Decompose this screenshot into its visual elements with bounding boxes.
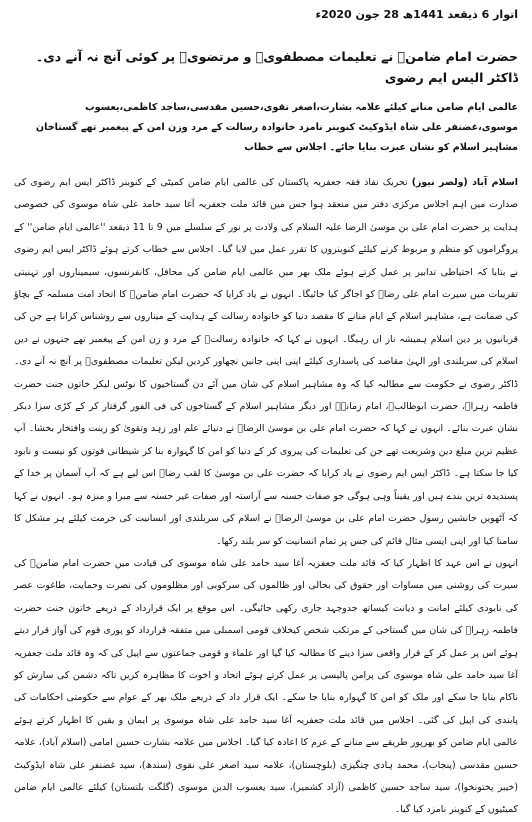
dateline: اتوار 6 ذیقعد 1441ھ 28 جون 2020ء xyxy=(315,8,518,21)
article-lead: اسلام آباد (ولصر نیوز) xyxy=(411,177,518,188)
article-headline: حضرت امام ضامنؑ نے تعلیمات مصطفویؐ و مرتضویؑ پر کوئی آنچ نہ آنے دی۔ ڈاکٹر الیس ایم رضوی xyxy=(35,49,518,85)
article-subheadline: عالمی ایام ضامن منانے کیلئے علامہ بشارت،اصغر نقوی،حسین مقدسی،ساجد کاظمی،یعسوب موسوی،غضنفر علی شاہ ایڈوکیٹ کنوینر نامزد خانوادہ رسالت کے مرد وزن امن کے پیغمبر تھے گستاخان مشاہیر اسلام کو نشان عبرت بنایا جائے۔ اجلاس سے خطاب xyxy=(35,102,518,153)
article-paragraph-2: انہوں نے اس عہد کا اظہار کیا کہ قائد ملت جعفریہ آغا سید حامد علی شاہ موسوی کی قیادت میں حضرت امام ضامنؑ کی سیرت کی روشنی میں مساوات اور حقوق کی بحالی اور ظالموں کی سرکوبی اور مظلوموں کی نصرت وحمایت، طاغوت عصر کی نابودی کیلئے امانت و دیانت کیساتھ جدوجہد جاری رکھی جائیگی۔ اس موقع پر ایک قرارداد کے ذریعے خاتون جنت حضرت فاطمہ زہراؑ کی شان میں گستاخی کے مرتکب شخص کیخلاف قومی اسمبلی میں متفقہ قرارداد کو پوری قوم کی آواز قرار دیتے ہوئے اس پر عمل کر کے قرار واقعی سزا دینے کا مطالبہ کیا گیا اور علماء و قومی جماعتوں سے اپیل کی کہ وہ قائد ملت جعفریہ آغا سید حامد علی شاہ موسوی کی پرامن پالیسی پر عمل کرتے ہوئے اتحاد و اخوت کا مظاہرہ کریں تاکہ دشمن کی سازش کو ناکام بنایا جا سکے اور ملک کو امن کا گہوارہ بنایا جا سکے۔ ایک قرار داد کے ذریعے ملک بھر کے عوام سے حکومتی احکامات کی پابندی کی اپیل کی گئی۔ اجلاس میں قائد ملت جعفریہ آغا سید حامد علی شاہ موسوی پر ایمان و یقین کا اظہار کرتے ہوئے عالمی ایام ضامن کو بھرپور طریقے سے منانے کے عزم کا اعادہ کیا گیا۔ اجلاس میں علامہ بشارت حسین امامی (اسلام آباد)، علامہ حسین مقدسی (پنجاب)، محمد ہادی چنگیزی (بلوچستان)، علامہ سید اصغر علی نقوی (سندھ)، سید غضنفر علی شاہ ایڈوکیٹ (خیبر پختونخوا)، سید ساجد حسین کاظمی (آزاد کشمیر)، سید یعسوب الدین موسوی (گلگت بلتستان) کیلئے عالمی ایام ضامن کمیٹیوں کے کنوینر نامزد کیا گیا۔ xyxy=(14,557,518,816)
article-paragraph-1 xyxy=(14,172,518,553)
article-body xyxy=(14,172,518,822)
article-paragraph-1-text: تحریک نفاذ فقہ جعفریہ پاکستان کی عالمی ایام ضامن کمیٹی کے کنوینر ڈاکٹر ایس ایم رضوی کی صدارت میں اہم اجلاس مرکزی دفتر میں منعقد ہوا جس میں قائد ملت جعفریہ آغا سید حامد علی شاہ موسوی کی خصوصی ہدایت پر حضرت امام علی بن موسیٰ الرضا علیہ السلام کی ولادت پر نور کے سلسلے میں 9 تا 11 ذیقعد ''عالمی ایام ضامن'' کے پروگراموں کو منظم و مربوط کرنے کیلئے کنوینروں کا تقرر عمل میں لایا گیا۔ اجلاس سے خطاب کرتے ہوئے ڈاکٹر ایس ایم رضوی نے بتایا کہ احتیاطی تدابیر پر عمل کرتے ہوئے ملک بھر میں عالمی ایام ضامن کی محافل، کانفرنسوں، سیمیناروں اور تہنیتی تقریبات میں سیرت امام علی رضاؑ کو اجاگر کیا جائیگا۔ انہوں نے یاد کرایا کہ حضرت امام ضامنؑ کا اتحاد امت مسلمہ کے بچاؤ کی ضمانت ہے، مشاہیر اسلام کے ایام منانے کا مقصد دنیا کو خانوادہ رسالت کے ہدایت کے میناروں سے روشناس کرانا ہے جن کی قربانیوں پر دین اسلام ہمیشہ ناز اں رہیگا۔ انہوں نے کہا کہ خانوادہ رسالتؐ کے مرد و زن امن کے پیغمبر تھے جنہوں نے دین اسلام کی سربلندی اور الہیٰ مقاصد کی پاسداری کیلئے اپنی اپنی جانیں نچھاور کردیں لیکن تعلیمات مصطفویؐ پر آنچ نہ آنے دی۔ ڈاکٹر رضوی نے حکومت سے مطالبہ کیا کہ وہ مشاہیر اسلام کی شان میں آئے دن گستاخیوں کا نوٹس لیکر خاتون جنت حضرت فاطمہ زہراؑ، حضرت ابوطالبؑ، امام زمانہؑ اور دیگر مشاہیر اسلام کے گستاخوں کی فی الفور گرفتار کر کے کڑی سزا دیکر نشان عبرت بنائے۔ انہوں نے کہا کہ حضرت امام علی بن موسیٰ الرضاؑ نے دنیائے علم اور زہد وتقویٰ کو زینت وافتخار بخشا۔ آپ عظیم ترین مبلغ دین وشریعت تھے جن کی تعلیمات کی پیروی کر کے دنیا کو امن کا گہوارہ بنا کر شیطانی قوتوں کو نیست و نابود کیا جا سکتا ہے۔ ڈاکٹر ایس ایم رضوی نے یاد کرایا کہ حضرت علی بن موسیٰ کا لقب رضاؑ اس لیے ہے کہ آپ آسمان پر خدا کے پسندیدہ ترین بندے ہیں اور یقیناً وہی ہوگی جو صفات حسنہ سے آراستہ اور صفات غیر حسنہ سے مبرا و منزہ ہو۔ انہوں نے کہا کہ آٹھویں جانشین رسول حضرت امام علی بن موسیٰ الرضاؑ نے اسلام کی سربلندی اور انسانیت کی حرمت کیلئے ہر مشکل کا سامنا کیا اور اپنی ایسی مثال قائم کی جس پر تمام انسانیت کو سر بلند رکھا۔ xyxy=(14,177,518,547)
